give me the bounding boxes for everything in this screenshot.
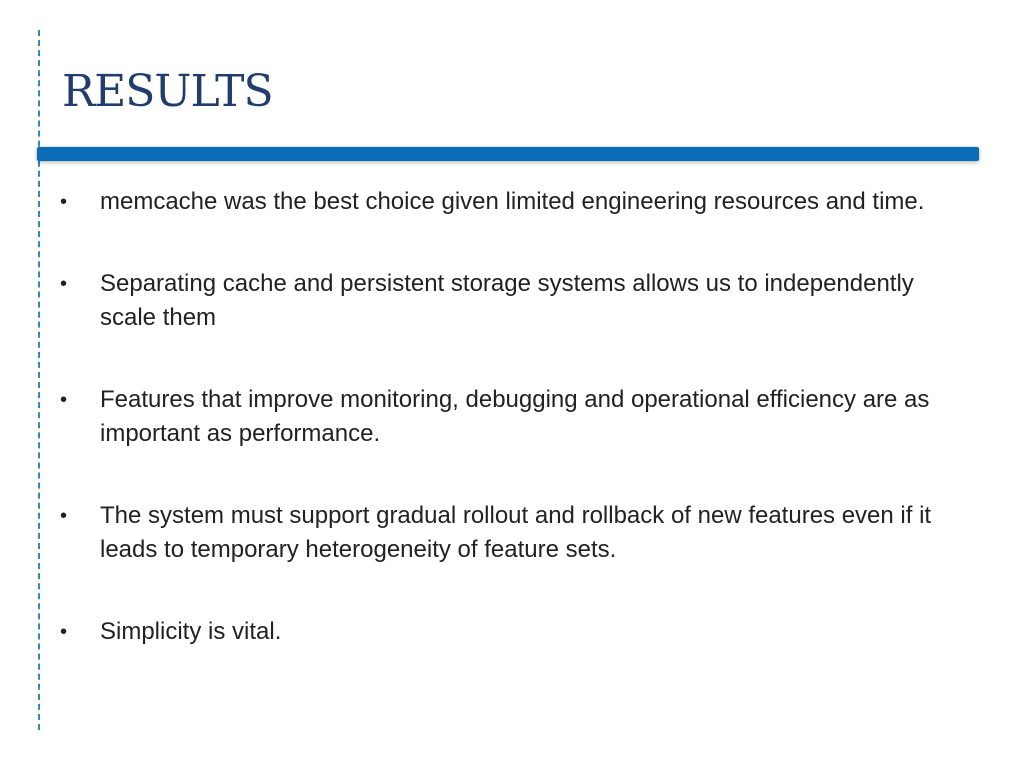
bullet-item bbox=[60, 185, 960, 219]
bullet-text: Separating cache and persistent storage systems allows us to independently scale them bbox=[100, 270, 914, 331]
bullet-text: The system must support gradual rollout and rollback of new features even if it leads to temporary heterogeneity of feature sets. bbox=[100, 502, 932, 563]
bullet-dot-icon: • bbox=[60, 389, 68, 411]
slide-title: RESULTS bbox=[62, 66, 273, 117]
bullet-dot-icon: • bbox=[60, 191, 68, 213]
bullet-text: memcache was the best choice given limited engineering resources and time. bbox=[100, 188, 925, 215]
bullet-text: Features that improve monitoring, debugging and operational efficiency are as important as performance. bbox=[100, 386, 930, 447]
bullet-item bbox=[60, 267, 960, 335]
title-underline-bar bbox=[37, 147, 979, 161]
bullet-dot-icon: • bbox=[60, 505, 68, 527]
bullet-text: Simplicity is vital. bbox=[100, 618, 282, 645]
bullet-item bbox=[60, 499, 960, 567]
bullet-item bbox=[60, 615, 960, 649]
bullet-item bbox=[60, 383, 960, 451]
left-dashed-rule bbox=[38, 30, 40, 730]
bullet-list bbox=[60, 185, 960, 697]
bullet-dot-icon: • bbox=[60, 621, 68, 643]
bullet-dot-icon: • bbox=[60, 273, 68, 295]
